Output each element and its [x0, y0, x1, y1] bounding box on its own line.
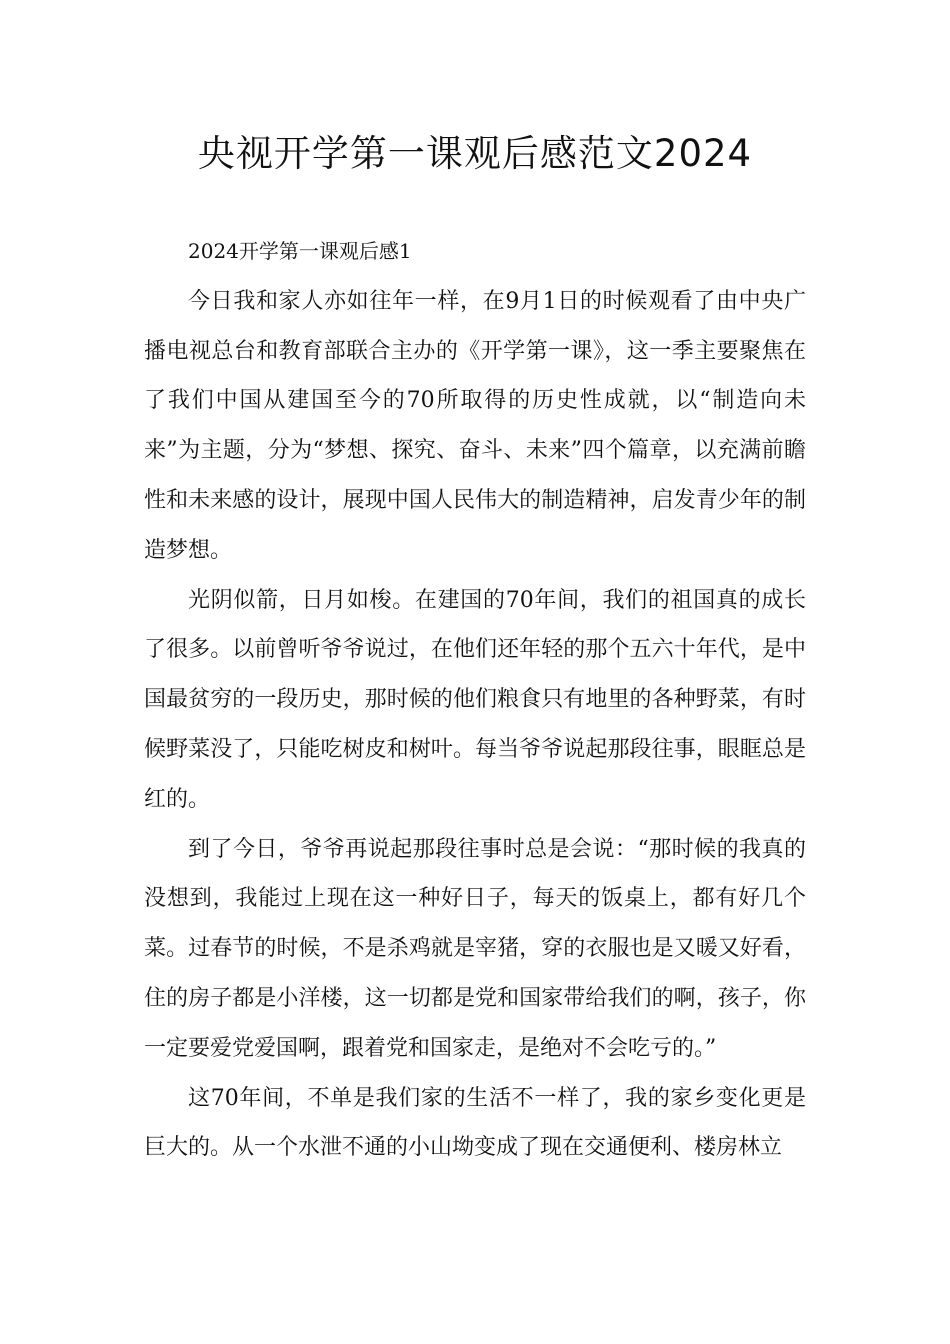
section-heading: 2024开学第一课观后感1	[188, 239, 412, 263]
document-body	[144, 227, 806, 1173]
paragraph-4: 这70年间，不单是我们家的生活不一样了，我的家乡变化更是巨大的。从一个水泄不通的小山坳变成了现在交通便利、楼房林立	[144, 1085, 806, 1161]
paragraph-1: 今日我和家人亦如往年一样，在9月1日的时候观看了由中央广播电视总台和教育部联合主办的《开学第一课》，这一季主要聚焦在了我们中国从建国至今的70所取得的历史性成就，以“制造向未来”为主题，分为“梦想、探究、奋斗、未来”四个篇章，以充满前瞻性和未来感的设计，展现中国人民伟大的制造精神，启发青少年的制造梦想。	[144, 288, 806, 563]
document-title: 央视开学第一课观后感范文2024	[197, 132, 753, 175]
paragraph-2: 光阴似箭，日月如梭。在建国的70年间，我们的祖国真的成长了很多。以前曾听爷爷说过，在他们还年轻的那个五六十年代，是中国最贫穷的一段历史，那时候的他们粮食只有地里的各种野菜，有时候野菜没了，只能吃树皮和树叶。每当爷爷说起那段往事，眼眶总是红的。	[144, 587, 806, 812]
paragraph-3: 到了今日，爷爷再说起那段往事时总是会说：“那时候的我真的没想到，我能过上现在这一种好日子，每天的饭桌上，都有好几个菜。过春节的时候，不是杀鸡就是宰猪，穿的衣服也是又暖又好看，住的房子都是小洋楼，这一切都是党和国家带给我们的啊，孩子，你一定要爱党爱国啊，跟着党和国家走，是绝对不会吃亏的。”	[144, 836, 806, 1061]
